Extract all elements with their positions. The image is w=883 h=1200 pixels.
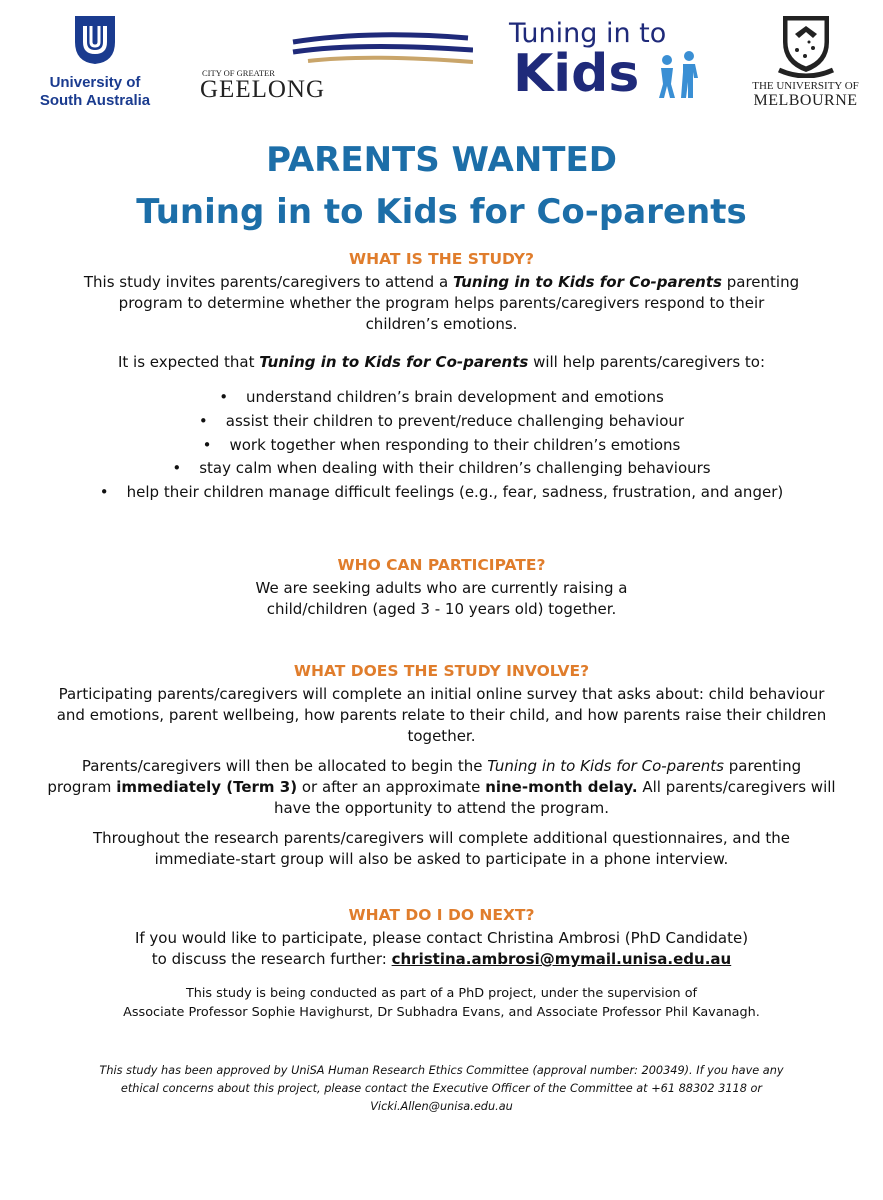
involve-paragraph-3 — [0, 828, 883, 870]
next-paragraph — [0, 928, 883, 970]
study-p2-text-a: It is expected that — [117, 353, 260, 371]
ethics-line2: ethical concerns about this project, please contact the Executive Officer of the Committee at +61 88302 3118 or — [120, 1082, 763, 1095]
list-item-text: help their children manage difficult feelings (e.g., fear, sadness, frustration, and anger) — [126, 483, 784, 501]
unisa-shield-icon — [71, 14, 119, 66]
supervision-line1: This study is being conducted as part of a PhD project, under the supervision of — [185, 986, 698, 1001]
list-item-text: work together when responding to their children’s emotions — [229, 436, 681, 454]
geelong-logo — [198, 28, 478, 108]
bullet-dot: • — [172, 459, 182, 477]
unisa-name-line1: University of — [49, 74, 141, 91]
unisa-name-line2: South Australia — [39, 92, 151, 109]
list-item-text: understand children’s brain development and emotions — [246, 388, 664, 406]
bullet-dot: • — [202, 436, 212, 454]
study-p2-program-name: Tuning in to Kids for Co-parents — [259, 353, 529, 371]
list-item — [0, 388, 883, 406]
involve-p2-text-d: program — [47, 778, 117, 796]
involve-p2-line3: have the opportunity to attend the program. — [273, 799, 610, 817]
supervision-paragraph — [0, 984, 883, 1022]
who-line1: We are seeking adults who are currently raising a — [255, 579, 628, 597]
involve-p2-text-h: All parents/caregivers will — [637, 778, 836, 796]
involve-p2-immediately: immediately (Term 3) — [116, 778, 298, 796]
bullet-dot: • — [219, 388, 229, 406]
involve-p2-text-f: or after an approximate — [297, 778, 486, 796]
university-of-melbourne-logo — [748, 12, 863, 117]
involve-p2-delay: nine-month delay. — [485, 778, 638, 796]
bullet-dot: • — [99, 483, 109, 501]
list-item — [0, 459, 883, 477]
involve-paragraph-2 — [0, 756, 883, 819]
involve-p1-line3: together. — [407, 727, 476, 745]
list-item-text: stay calm when dealing with their children’s challenging behaviours — [199, 459, 711, 477]
geelong-small-text: CITY OF GREATER — [202, 68, 275, 78]
section-heading-involve: WHAT DOES THE STUDY INVOLVE? — [293, 662, 590, 680]
page-title-line1: PARENTS WANTED — [266, 140, 617, 180]
involve-p3-line2: immediate-start group will also be asked to participate in a phone interview. — [154, 850, 729, 868]
tuning-in-to-kids-logo — [505, 18, 710, 108]
section-heading-study: WHAT IS THE STUDY? — [349, 250, 534, 268]
study-paragraph-1 — [0, 272, 883, 335]
bullet-dot: • — [198, 412, 208, 430]
involve-p2-line2 — [0, 777, 883, 798]
study-p1-program-name: Tuning in to Kids for Co-parents — [452, 273, 722, 291]
involve-p1-line1: Participating parents/caregivers will complete an initial online survey that asks about: child behaviour — [58, 685, 825, 703]
section-heading-who: WHO CAN PARTICIPATE? — [337, 556, 546, 574]
next-line1: If you would like to participate, please contact Christina Ambrosi (PhD Candidate) — [134, 929, 749, 947]
ethics-line1: This study has been approved by UniSA Human Research Ethics Committee (approval number: 200349). If you have any — [99, 1064, 784, 1077]
page-title-line2: Tuning in to Kids for Co-parents — [136, 192, 747, 232]
list-item-text: assist their children to prevent/reduce challenging behaviour — [225, 412, 685, 430]
study-p1-line3: children’s emotions. — [365, 315, 518, 333]
involve-p2-text-c: parenting — [724, 757, 802, 775]
next-line2-text: to discuss the research further: — [151, 950, 392, 968]
study-p1-text-c: parenting — [721, 273, 800, 291]
involve-p2-text-a: Parents/caregivers will then be allocated to begin the — [81, 757, 488, 775]
children-figures-icon — [653, 50, 703, 100]
list-item — [0, 436, 883, 454]
list-item — [0, 483, 883, 501]
next-line2 — [0, 949, 883, 970]
ethics-footer — [0, 1062, 883, 1116]
study-p1-line2: program to determine whether the program helps parents/caregivers respond to their — [118, 294, 765, 312]
tik-line2: Kids — [513, 44, 640, 104]
involve-p3-line1: Throughout the research parents/caregivers will complete additional questionnaires, and the — [92, 829, 790, 847]
melbourne-line1: THE UNIVERSITY OF — [752, 80, 859, 92]
involve-p1-line2: and emotions, parent wellbeing, how parents relate to their child, and how parents raise their children — [56, 706, 827, 724]
contact-email-link[interactable]: christina.ambrosi@mymail.unisa.edu.au — [391, 950, 732, 968]
unisa-logo — [30, 14, 160, 114]
involve-p2-line1 — [0, 756, 883, 777]
section-heading-next: WHAT DO I DO NEXT? — [348, 906, 535, 924]
supervision-line2: Associate Professor Sophie Havighurst, Dr Subhadra Evans, and Associate Professor Phil Kavanagh. — [123, 1005, 760, 1020]
study-p1-line1 — [0, 272, 883, 293]
tik-line1: Tuning in to — [509, 18, 667, 49]
melbourne-crest-icon — [775, 12, 837, 78]
study-p2-text-c: will help parents/caregivers to: — [528, 353, 766, 371]
who-line2: child/children (aged 3 - 10 years old) together. — [266, 600, 617, 618]
involve-paragraph-1 — [0, 684, 883, 747]
who-paragraph — [0, 578, 883, 620]
geelong-big-text: GEELONG — [200, 76, 326, 103]
list-item — [0, 412, 883, 430]
study-p1-text-a: This study invites parents/caregivers to attend a — [83, 273, 453, 291]
melbourne-line2: MELBOURNE — [753, 92, 858, 109]
study-paragraph-2 — [0, 352, 883, 373]
geelong-wave-icon — [198, 28, 473, 73]
ethics-line3: Vicki.Allen@unisa.edu.au — [370, 1100, 513, 1113]
involve-p2-program-name: Tuning in to Kids for Co-parents — [487, 757, 724, 775]
